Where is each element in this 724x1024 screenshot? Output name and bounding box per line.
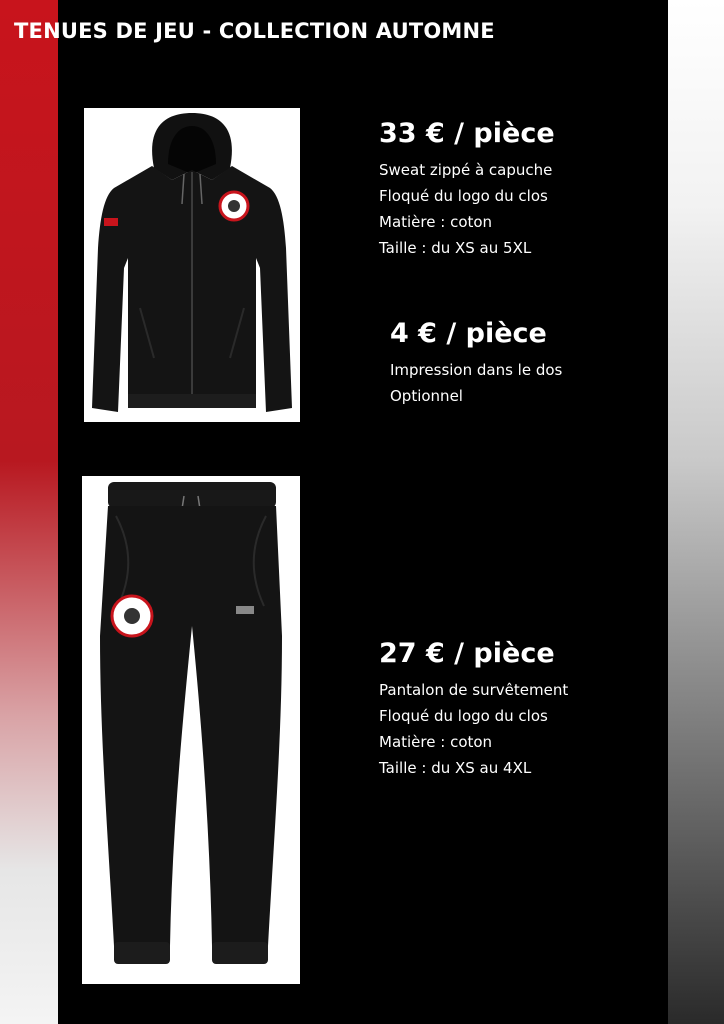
back-print-info	[390, 318, 562, 409]
hoodie-description: Sweat zippé à capuche	[379, 161, 553, 179]
pants-size: Taille : du XS au 4XL	[379, 759, 532, 777]
back-print-price: 4 € / pièce	[390, 318, 547, 349]
hoodie-icon	[84, 108, 300, 422]
hoodie-photo	[84, 108, 300, 422]
pants-info	[379, 638, 568, 781]
hoodie-price: 33 € / pièce	[379, 118, 555, 149]
left-red-gradient	[0, 0, 60, 1024]
right-gray-gradient	[664, 0, 724, 1024]
pants-price: 27 € / pièce	[379, 638, 555, 669]
hoodie-material: Matière : coton	[379, 213, 493, 231]
hoodie-info	[379, 118, 555, 261]
pants-description: Pantalon de survêtement	[379, 681, 569, 699]
back-print-description: Impression dans le dos	[390, 361, 563, 379]
jogging-pants-icon	[82, 476, 300, 984]
pants-photo	[82, 476, 300, 984]
pants-logo-note: Floqué du logo du clos	[379, 707, 548, 725]
hoodie-size: Taille : du XS au 5XL	[379, 239, 532, 257]
hoodie-logo-note: Floqué du logo du clos	[379, 187, 548, 205]
pants-material: Matière : coton	[379, 733, 493, 751]
page-title: TENUES DE JEU - COLLECTION AUTOMNE	[14, 19, 495, 43]
back-print-optional: Optionnel	[390, 387, 463, 405]
